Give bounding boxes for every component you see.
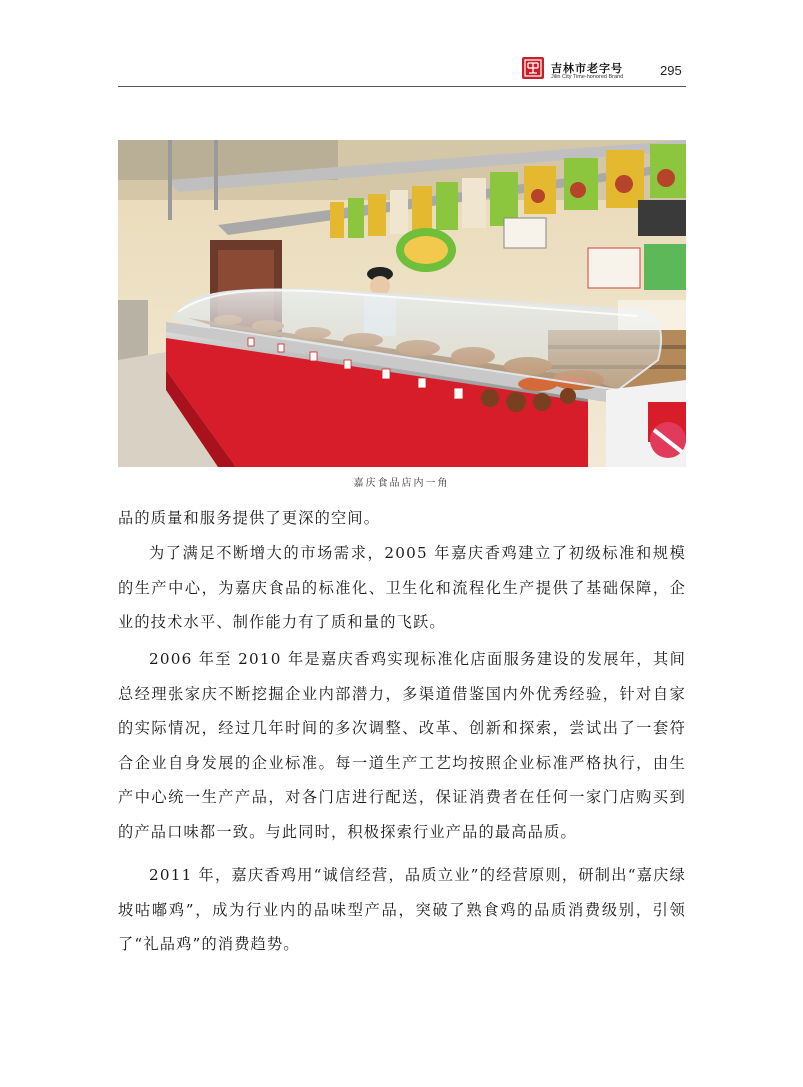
- paragraph-continuation: 品的质量和服务提供了更深的空间。: [118, 509, 381, 527]
- paragraph-2011: 2011 年，嘉庆香鸡用“诚信经营，品质立业”的经营原则，研制出“嘉庆绿坡咕嘟鸡”，成为行业内的品味型产品，突破了熟食鸡的品质消费级别，引领了“礼品鸡”的消费趋势。: [118, 866, 686, 953]
- figure-caption: 嘉庆食品店内一角: [353, 478, 450, 489]
- brand-name-cn: 吉林市老字号: [551, 62, 623, 75]
- brand-logo: [522, 57, 544, 79]
- paragraph-2005: 为了满足不断增大的市场需求，2005 年嘉庆香鸡建立了初级标准和规模的生产中心，为嘉庆食品的标准化、卫生化和流程化生产提供了基础保障，企业的技术水平、制作能力有了质和量的飞跃。: [118, 544, 686, 631]
- page-header: [0, 0, 803, 90]
- store-interior-photo: [118, 140, 686, 467]
- brand-name-en: Jilin City Time-honored Brand: [551, 74, 624, 80]
- page-number: 295: [660, 63, 682, 78]
- paragraph-2006-2010: 2006 年至 2010 年是嘉庆香鸡实现标准化店面服务建设的发展年，其间总经理张家庆不断挖掘企业内部潜力，多渠道借鉴国内外优秀经验，针对自家的实际情况，经过几年时间的多次调整、改革、创新和探索，尝试出了一套符合企业自身发展的企业标准。每一道生产工艺均按照企业标准严格执行，由生产中心统一生产产品，对各门店进行配送，保证消费者在任何一家门店购买到的产品口味都一致。与此同时，积极探索行业产品的最高品质。: [118, 650, 686, 841]
- header-rule: [118, 86, 686, 87]
